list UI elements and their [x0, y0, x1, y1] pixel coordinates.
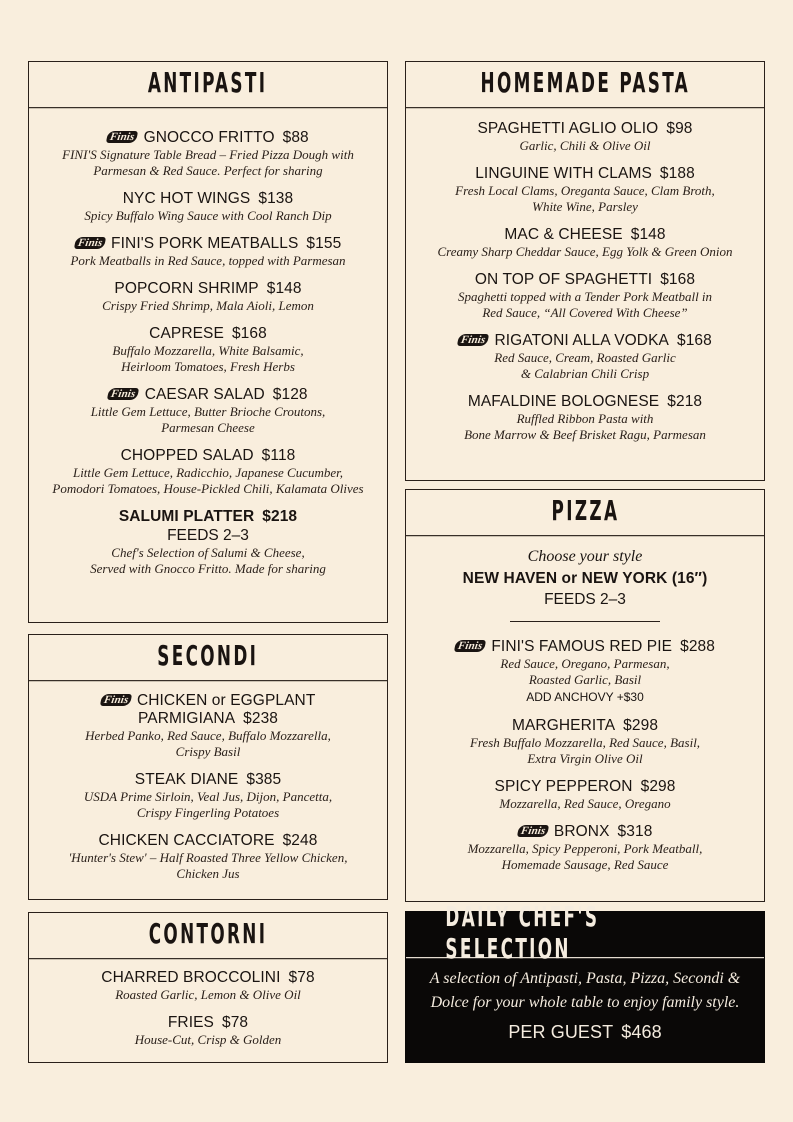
- chef-selection-price: PER GUEST $468: [508, 1022, 662, 1042]
- section-title: DAILY CHEF'S SELECTION: [406, 909, 764, 958]
- menu-item: Finis CHICKEN or EGGPLANT PARMIGIANA $238 Herbed Panko, Red Sauce, Buffalo Mozzarella, Crispy Basil: [85, 692, 331, 759]
- secondi-section: [28, 634, 388, 900]
- divider: [510, 621, 660, 622]
- section-title: PIZZA: [406, 487, 764, 536]
- menu-item: SPAGHETTI AGLIO OLIO $98 Garlic, Chili & Olive Oil: [477, 120, 693, 153]
- finis-logo-icon: Finis: [100, 694, 132, 706]
- menu-item: Finis BRONX $318 Mozzarella, Spicy Pepperoni, Pork Meatball, Homemade Sausage, Red Sauce: [467, 823, 703, 872]
- finis-logo-icon: Finis: [74, 237, 106, 249]
- menu-item: Finis FINI'S FAMOUS RED PIE $288 Red Sauce, Oregano, Parmesan, Roasted Garlic, Basil ADD ANCHOVY +$30: [406, 638, 764, 706]
- menu-item: NYC HOT WINGS $138 Spicy Buffalo Wing Sauce with Cool Ranch Dip: [84, 190, 332, 223]
- finis-logo-icon: Finis: [107, 388, 139, 400]
- pizza-feeds: FEEDS 2–3: [544, 591, 626, 608]
- finis-logo-icon: Finis: [106, 131, 138, 143]
- menu-item: SPICY PEPPERON $298 Mozzarella, Red Sauce, Oregano: [494, 778, 676, 811]
- section-title: HOMEMADE PASTA: [406, 59, 764, 108]
- chef-selection-section: DAILY CHEF'S SELECTION A selection of Antipasti, Pasta, Pizza, Secondi & Dolce for your whole table to enjoy family style. PER GUEST $468: [405, 911, 765, 1063]
- menu-item: MAC & CHEESE $148 Creamy Sharp Cheddar Sauce, Egg Yolk & Green Onion: [437, 226, 733, 259]
- section-title: CONTORNI: [29, 910, 387, 959]
- menu-item: Finis GNOCCO FRITTO $88 FINI'S Signature Table Bread – Fried Pizza Dough with Parmesan & Red Sauce. Perfect for sharing: [62, 129, 354, 178]
- pizza-choose-style: Choose your style: [527, 548, 643, 565]
- menu-item: Finis FINI'S PORK MEATBALLS $155 Pork Meatballs in Red Sauce, topped with Parmesan: [70, 235, 346, 268]
- antipasti-section: [28, 61, 388, 623]
- pasta-section: [405, 61, 765, 481]
- menu-item: FRIES $78 House-Cut, Crisp & Golden: [134, 1014, 282, 1047]
- contorni-section: [28, 912, 388, 1063]
- menu-item: Finis RIGATONI ALLA VODKA $168 Red Sauce, Cream, Roasted Garlic & Calabrian Chili Crisp: [406, 332, 764, 382]
- menu-item: CHICKEN CACCIATORE $248 'Hunter's Stew' – Half Roasted Three Yellow Chicken, Chicken Jus: [68, 832, 348, 881]
- menu-item: LINGUINE WITH CLAMS $188 Fresh Local Clams, Oreganta Sauce, Clam Broth, White Wine, Parsley: [455, 165, 715, 214]
- menu-item: MAFALDINE BOLOGNESE $218 Ruffled Ribbon Pasta with Bone Marrow & Beef Brisket Ragu, Parmesan: [464, 393, 706, 442]
- section-title: ANTIPASTI: [29, 59, 387, 108]
- section-title: SECONDI: [29, 632, 387, 681]
- menu-item: CAPRESE $168 Buffalo Mozzarella, White Balsamic, Heirloom Tomatoes, Fresh Herbs: [112, 325, 304, 374]
- finis-logo-icon: Finis: [454, 640, 486, 652]
- menu-item: SALUMI PLATTER $218 FEEDS 2–3 Chef's Selection of Salumi & Cheese, Served with Gnocco Fritto. Made for sharing: [90, 508, 326, 576]
- menu-item: STEAK DIANE $385 USDA Prime Sirloin, Veal Jus, Dijon, Pancetta, Crispy Fingerling Potatoes: [83, 771, 333, 820]
- menu-item: ON TOP OF SPAGHETTI $168 Spaghetti topped with a Tender Pork Meatball in Red Sauce, “All Covered With Cheese”: [457, 271, 713, 320]
- menu-item: CHOPPED SALAD $118 Little Gem Lettuce, Radicchio, Japanese Cucumber, Pomodori Tomatoes, House-Pickled Chili, Kalamata Olives: [52, 447, 364, 496]
- menu-item: CHARRED BROCCOLINI $78 Roasted Garlic, Lemon & Olive Oil: [101, 969, 315, 1002]
- pizza-style-options: NEW HAVEN or NEW YORK (16″): [462, 570, 708, 587]
- pizza-section: [405, 489, 765, 902]
- menu-item: POPCORN SHRIMP $148 Crispy Fried Shrimp, Mala Aioli, Lemon: [102, 280, 314, 313]
- menu-item: MARGHERITA $298 Fresh Buffalo Mozzarella, Red Sauce, Basil, Extra Virgin Olive Oil: [469, 717, 701, 766]
- menu-item: Finis CAESAR SALAD $128 Little Gem Lettuce, Butter Brioche Croutons, Parmesan Cheese: [90, 386, 326, 435]
- finis-logo-icon: Finis: [457, 334, 489, 346]
- finis-logo-icon: Finis: [517, 825, 549, 837]
